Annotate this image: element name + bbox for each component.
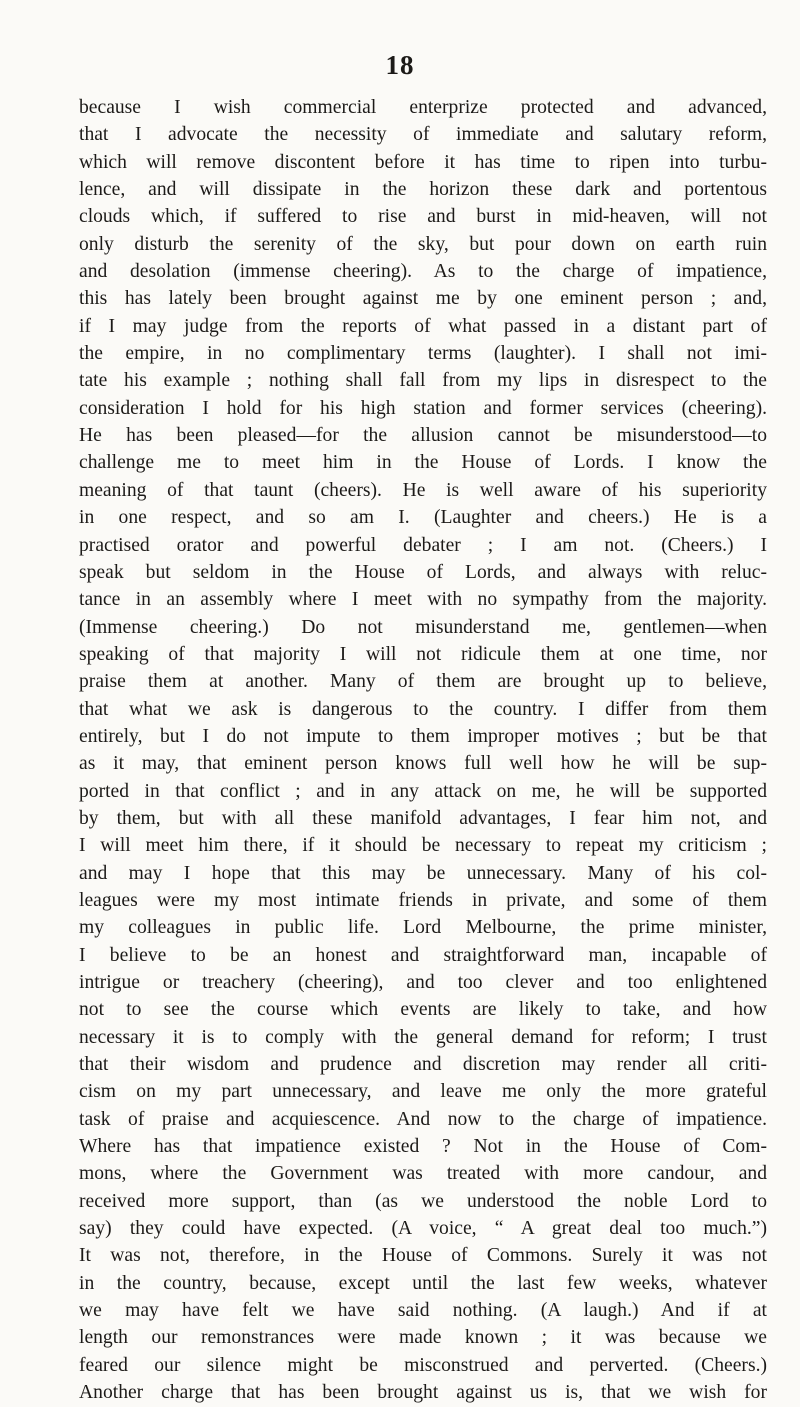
text-line: He has been pleased—for the allusion cannot be misunderstood—to [79,425,767,447]
text-line: and may I hope that this may be unnecessary. Many of his col- [79,862,767,884]
text-line: It was not, therefore, in the House of Commons. Surely it was not [79,1245,767,1267]
text-line: practised orator and powerful debater ; I am not. (Cheers.) I [79,534,767,556]
text-line: challenge me to meet him in the House of Lords. I know the [79,452,767,474]
text-line: that what we ask is dangerous to the country. I differ from them [79,698,767,720]
text-line: as it may, that eminent person knows full well how he will be sup- [79,753,767,775]
text-line: in one respect, and so am I. (Laughter and cheers.) He is a [79,507,767,529]
text-line: clouds which, if suffered to rise and burst in mid-heaven, will not [79,206,767,228]
text-line: only disturb the serenity of the sky, but pour down on earth ruin [79,233,767,255]
text-line: we may have felt we have said nothing. (A laugh.) And if at [79,1300,767,1322]
body-text [79,94,767,1407]
text-line: this has lately been brought against me by one eminent person ; and, [79,288,767,310]
text-line: I believe to be an honest and straightforward man, incapable of [79,944,767,966]
page-number: 18 [385,50,415,80]
text-line: the empire, in no complimentary terms (laughter). I shall not imi- [79,343,767,365]
text-line: say) they could have expected. (A voice, “ A great deal too much.”) [79,1218,767,1240]
text-line: intrigue or treachery (cheering), and too clever and too enlightened [79,972,767,993]
text-line: my colleagues in public life. Lord Melbourne, the prime minister, [79,917,767,939]
text-line: feared our silence might be misconstrued and perverted. (Cheers.) [79,1354,767,1376]
text-line: not to see the course which events are likely to take, and how [79,999,767,1021]
text-line: in the country, because, except until the last few weeks, whatever [79,1272,767,1294]
text-line: tance in an assembly where I meet with no sympathy from the majority. [79,589,767,611]
text-line: meaning of that taunt (cheers). He is well aware of his superiority [79,479,767,501]
text-line: lence, and will dissipate in the horizon these dark and portentous [79,179,767,201]
text-line: task of praise and acquiescence. And now to the charge of impatience. [79,1108,767,1130]
text-line: leagues were my most intimate friends in private, and some of them [79,889,767,911]
text-line: speaking of that majority I will not ridicule them at one time, nor [79,643,767,665]
text-line: by them, but with all these manifold advantages, I fear him not, and [79,807,767,829]
text-line: because I wish commercial enterprize protected and advanced, [79,97,767,118]
text-line: ported in that conflict ; and in any attack on me, he will be supported [79,780,767,802]
text-line: (Immense cheering.) Do not misunderstand me, gentlemen—when [79,616,767,638]
text-line: entirely, but I do not impute to them improper motives ; but be that [79,725,767,747]
text-line: praise them at another. Many of them are brought up to believe, [79,671,767,693]
text-line: that I advocate the necessity of immediate and salutary reform, [79,124,767,146]
text-line: speak but seldom in the House of Lords, and always with reluc- [79,561,767,583]
text-line: length our remonstrances were made known ; it was because we [79,1327,767,1349]
text-line: if I may judge from the reports of what passed in a distant part of [79,315,767,337]
text-line: that their wisdom and prudence and discretion may render all criti- [79,1054,767,1076]
text-line: consideration I hold for his high station and former services (cheering). [79,397,767,419]
text-line: which will remove discontent before it has time to ripen into turbu- [79,151,767,173]
text-line: received more support, than (as we understood the noble Lord to [79,1190,767,1212]
text-line: and desolation (immense cheering). As to the charge of impatience, [79,261,767,283]
text-line: necessary it is to comply with the general demand for reform; I trust [79,1026,767,1048]
text-line: cism on my part unnecessary, and leave me only the more grateful [79,1081,767,1103]
text-line: Where has that impatience existed ? Not in the House of Com- [79,1136,767,1158]
text-line: tate his example ; nothing shall fall from my lips in disrespect to the [79,370,767,392]
text-line: Another charge that has been brought against us is, that we wish for [79,1382,767,1404]
text-line: mons, where the Government was treated with more candour, and [79,1163,767,1185]
text-line: I will meet him there, if it should be necessary to repeat my criticism ; [79,835,767,857]
